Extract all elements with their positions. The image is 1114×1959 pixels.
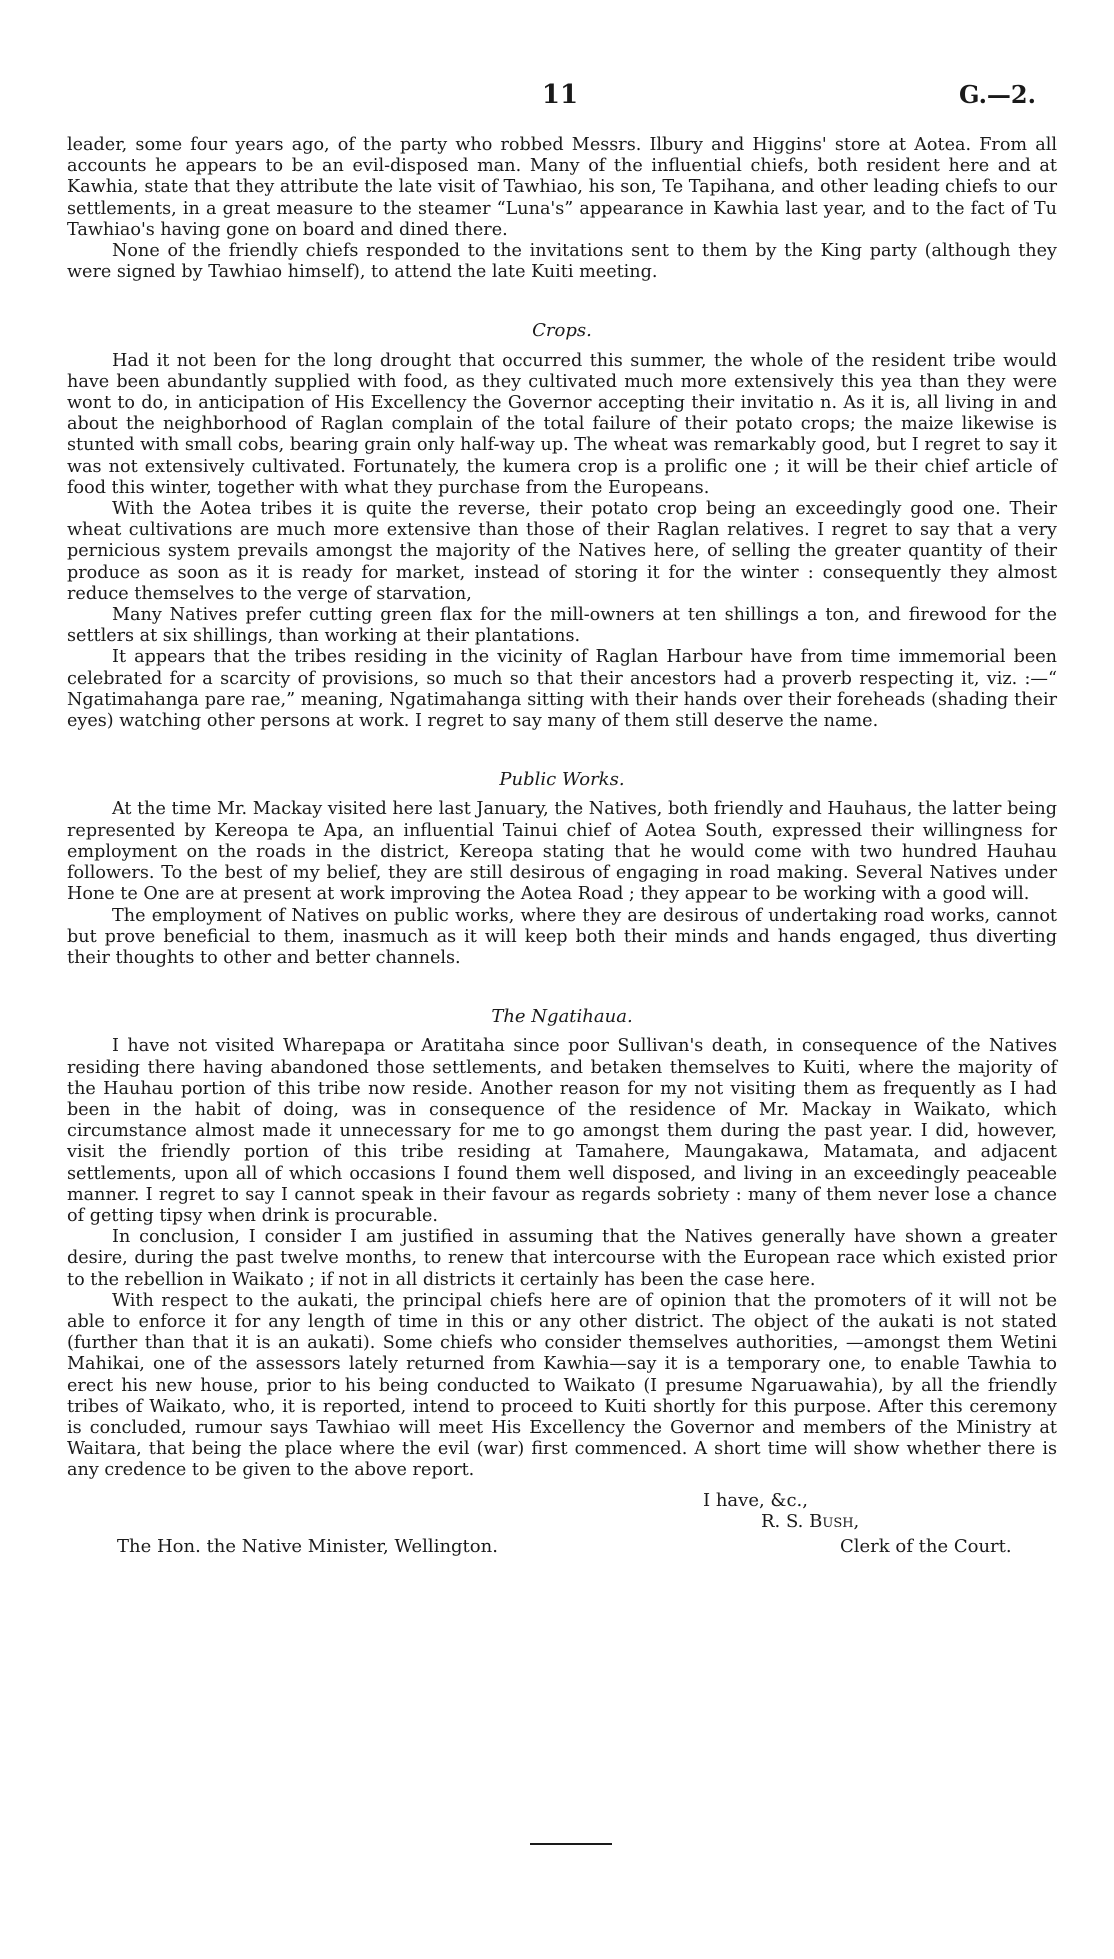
letter-closing	[67, 1490, 1057, 1580]
paragraph: The employment of Natives on public works, where they are desirous of undertaking road works, cannot but prove beneficial to them, inasmuch as it will keep both their minds and hands engaged, thus diverting their thoughts to other and better channels.	[67, 905, 1057, 968]
paragraph: At the time Mr. Mackay visited here last January, the Natives, both friendly and Hauhaus, the latter being represented by Kereopa te Apa, an influential Tainui chief of Aotea South, expressed their willingness for employment on the roads in the district, Kereopa stating that he would come with two hundred Hauhau followers. To the best of my belief, they are still desirous of engaging in road making. Several Natives under Hone te One are at present at work improving the Aotea Road ; they appear to be working with a good will.	[67, 799, 1057, 905]
paragraph: In conclusion, I consider I am justified in assuming that the Natives generally have shown a greater desire, during the past twelve months, to renew that intercourse with the European race which existed prior to the rebellion in Waikato ; if not in all districts it certainly has been the case here.	[67, 1227, 1057, 1290]
end-rule	[530, 1843, 612, 1845]
paragraph: I have not visited Wharepapa or Aratitaha since poor Sullivan's death, in consequence of the Natives residing there having abandoned those settlements, and betaken themselves to Kuiti, where the majority of the Hauhau portion of this tribe now reside. Another reason for my not visiting them as frequently as I had been in the habit of doing, was in consequence of the residence of Mr. Mackay in Waikato, which circumstance almost made it unnecessary for me to go amongst them during the past year. I did, however, visit the friendly portion of this tribe residing at Tamahere, Maungakawa, Matamata, and adjacent settlements, upon all of which occasions I found them well disposed, and living in an exceedingly peaceable manner. I regret to say I cannot speak in their favour as regards sobriety : many of them never lose a chance of getting tipsy when drink is procurable.	[67, 1036, 1057, 1226]
paragraph: leader, some four years ago, of the party who robbed Messrs. Ilbury and Higgins' store at Aotea. From all accounts he appears to be an evil-disposed man. Many of the influential chiefs, both resident here and at Kawhia, state that they attribute the late visit of Tawhiao, his son, Te Tapihana, and other leading chiefs to our settlements, in a great measure to the steamer “Luna's” appearance in Kawhia last year, and to the fact of Tu Tawhiao's having gone on board and dined there.	[67, 135, 1057, 240]
paragraph: Many Natives prefer cutting green flax for the mill-owners at ten shillings a ton, and firewood for the settlers at six shillings, than working at their plantations.	[67, 605, 1057, 647]
paragraph: It appears that the tribes residing in the vicinity of Raglan Harbour have from time immemorial been celebrated for a scarcity of provisions, so much so that their ancestors had a proverb respecting it, viz. :—“ Ngatimahanga pare rae,” meaning, Ngatimahanga sitting with their hands over their foreheads (shading their eyes) watching other persons at work. I regret to say many of them still deserve the name.	[67, 647, 1057, 732]
document-body	[67, 135, 1057, 1580]
closing-salutation: I have, &c.,	[703, 1489, 808, 1511]
section-heading-ngatihaua: The Ngatihaua.	[491, 1006, 633, 1028]
page-number: 11	[541, 80, 579, 110]
paragraph: None of the friendly chiefs responded to the invitations sent to them by the King party (although they were signed by Tawhiao himself), to attend the late Kuiti meeting.	[67, 241, 1057, 283]
section-heading-crops: Crops.	[532, 320, 592, 342]
signatory-name: R. S. Bush,	[761, 1510, 860, 1532]
paragraph: With respect to the aukati, the principal chiefs here are of opinion that the promoters of it will not be able to enforce it for any length of time in this or any other district. The object of the aukati is not stated (further than that it is an aukati). Some chiefs who consider themselves authorities, —amongst them Wetini Mahikai, one of the assessors lately returned from Kawhia—say it is a temporary one, to enable Tawhia to erect his new house, prior to his being conducted to Waikato (I presume Ngaruawahia), by all the friendly tribes of Waikato, who, it is reported, intend to proceed to Kuiti shortly for this purpose. After this ceremony is concluded, rumour says Tawhiao will meet His Excellency the Governor and members of the Ministry at Waitara, that being the place where the evil (war) first commenced. A short time will show whether there is any credence to be given to the above report.	[67, 1290, 1057, 1481]
addressee: The Hon. the Native Minister, Wellington.	[117, 1535, 498, 1557]
paragraph: Had it not been for the long drought that occurred this summer, the whole of the resident tribe would have been abundantly supplied with food, as they cultivated much more extensively this yea than they were wont to do, in anticipation of His Excellency the Governor accepting their invitatio n. As it is, all living in and about the neighborhood of Raglan complain of the total failure of their potato crops; the maize likewise is stunted with small cobs, bearing grain only half-way up. The wheat was remarkably good, but I regret to say it was not extensively cultivated. Fortunately, the kumera crop is a prolific one ; it will be their chief article of food this winter, together with what they purchase from the Europeans.	[67, 350, 1057, 498]
signatory-title: Clerk of the Court.	[840, 1535, 1012, 1557]
document-reference: G.—2.	[958, 80, 1036, 109]
paragraph: With the Aotea tribes it is quite the reverse, their potato crop being an exceedingly good one. Their wheat cultivations are much more extensive than those of their Raglan relatives. I regret to say that a very pernicious system prevails amongst the majority of the Natives here, of selling the greater quantity of their produce as soon as it is ready for market, instead of storing it for the winter : consequently they almost reduce themselves to the verge of starvation,	[67, 499, 1057, 604]
section-heading-public-works: Public Works.	[499, 769, 625, 791]
